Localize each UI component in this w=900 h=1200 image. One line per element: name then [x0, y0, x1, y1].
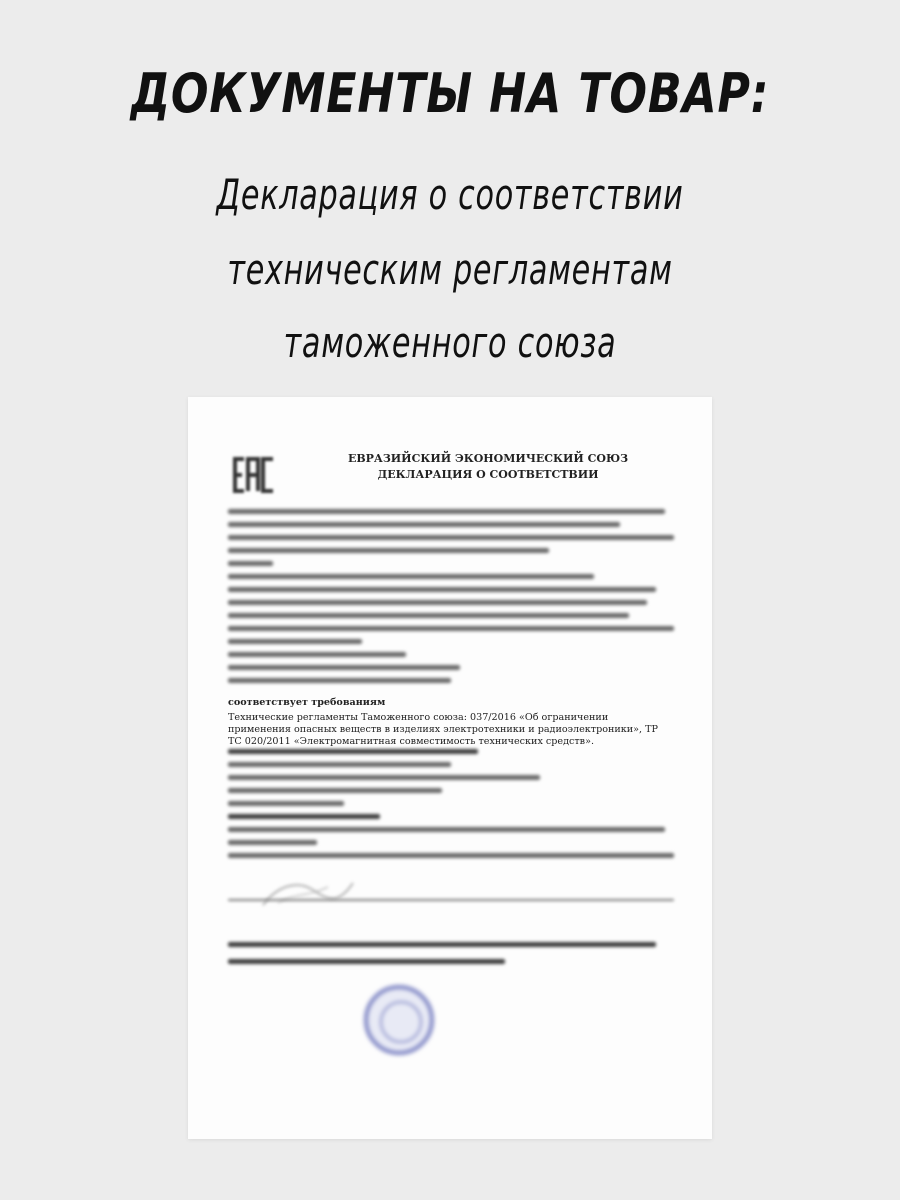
document-header — [298, 451, 678, 483]
declaration-document — [188, 397, 712, 1139]
requirements-text: Технические регламенты Таможенного союза: 037/2016 «Об ограничении применения опасных веществ в изделиях электротехники и радиоэлектроники», ТР ТС 020/2011 «Электромагнитная совместимость технических средств». — [228, 712, 658, 747]
evidence-block — [228, 749, 674, 866]
eac-logo — [232, 455, 276, 495]
banner-line-3: таможенного союза — [283, 318, 617, 367]
banner-title: ДОКУМЕНТЫ НА ТОВАР: — [130, 62, 770, 125]
registration-block — [228, 942, 674, 972]
stamp-seal — [364, 985, 434, 1055]
banner-line-1: Декларация о соответствии — [216, 170, 684, 219]
banner-line-2: техническим регламентам — [227, 245, 673, 294]
applicant-block — [228, 509, 674, 691]
requirements-label: соответствует требованиям — [228, 697, 386, 708]
header-union: ЕВРАЗИЙСКИЙ ЭКОНОМИЧЕСКИЙ СОЮЗ — [347, 452, 629, 465]
signature-line — [228, 899, 674, 909]
requirements-section — [228, 697, 674, 748]
signature — [258, 875, 358, 915]
header-declaration: ДЕКЛАРАЦИЯ О СООТВЕТСТВИИ — [377, 468, 599, 481]
